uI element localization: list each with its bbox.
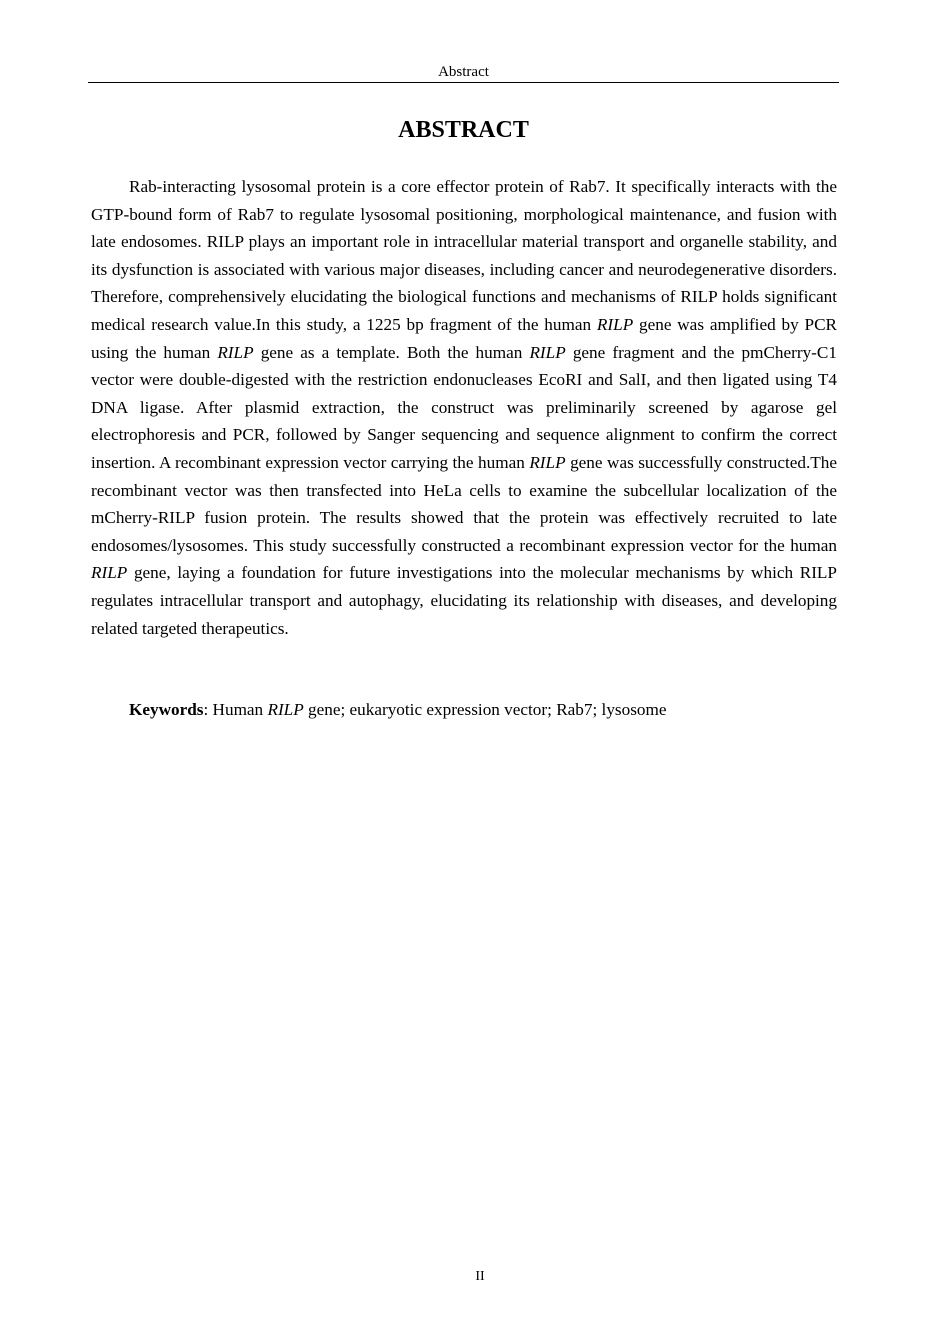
abstract-title: ABSTRACT xyxy=(398,117,529,143)
abstract-text-1: Rab-interacting lysosomal protein is a core effector protein of Rab7. It specifically interacts with the GTP-bound form of Rab7 to regulate lysosomal positioning, morphological maintenance, and fusion with late endosomes. RILP plays an important role in intracellular material transport and organelle stability, and its dysfunction is associated with various major diseases, including cancer and neurodegenerative disorders. Therefore, comprehensively elucidating the biological functions and mechanisms of RILP holds significant medical research value.In this study, a 1225 bp fragment of the human xyxy=(91,177,837,334)
abstract-text-4: gene fragment and the pmCherry-C1 vector were double-digested with the restriction endonucleases EcoRI and SalI, and then ligated using T4 DNA ligase. After plasmid extraction, the construct was preliminarily screened by agarose gel electrophoresis and PCR, followed by Sanger sequencing and sequence alignment to confirm the correct insertion. A recombinant expression vector carrying the human xyxy=(91,342,837,472)
abstract-text-5: gene was successfully constructed.The recombinant vector was then transfected into HeLa cells to examine the subcellular localization of the mCherry-RILP fusion protein. The results showed that the protein was effectively recruited to late endosomes/lysosomes. This study successfully constructed a recombinant expression vector for the human xyxy=(91,452,837,555)
gene-name: RILP xyxy=(91,563,128,583)
abstract-text-2: gene was amplified by PCR using the human xyxy=(91,314,837,362)
keywords-separator: : Human xyxy=(203,700,268,719)
gene-name: RILP xyxy=(596,314,634,334)
abstract-text-6: gene, laying a foundation for future investigations into the molecular mechanisms by which RILP regulates intracellular transport and autophagy, elucidating its relationship with diseases, and developing related targeted therapeutics. xyxy=(91,563,837,638)
gene-name: RILP xyxy=(529,342,566,362)
keywords-label: Keywords xyxy=(129,700,204,719)
header-rule xyxy=(88,82,839,83)
keywords-gene: RILP xyxy=(267,700,304,719)
running-head: Abstract xyxy=(438,64,489,80)
gene-name: RILP xyxy=(529,452,566,472)
keywords-line xyxy=(91,696,837,724)
keywords-list: gene; eukaryotic expression vector; Rab7; lysosome xyxy=(303,700,667,719)
gene-name: RILP xyxy=(217,342,254,362)
abstract-paragraph xyxy=(91,173,837,642)
page-number: II xyxy=(475,1269,485,1284)
abstract-text-3: gene as a template. Both the human xyxy=(253,342,530,362)
